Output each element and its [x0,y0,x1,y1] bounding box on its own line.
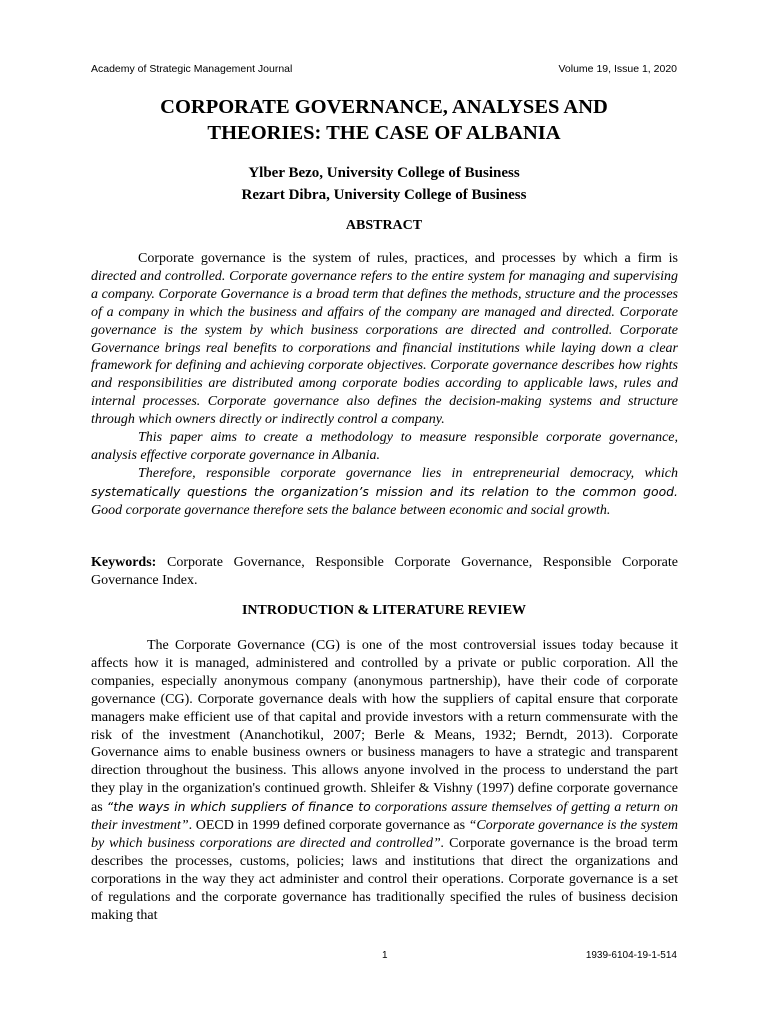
article-id: 1939-6104-19-1-514 [585,950,677,961]
abstract-conclusion-a: Therefore, responsible corporate governance lies in entrepreneurial democracy, which [138,465,678,481]
abstract-heading: ABSTRACT [345,218,423,233]
abstract-lead: Corporate governance is the system of rules, practices, and processes by which a firm is [138,251,678,266]
intro-paragraph [91,637,678,925]
keywords-text: Corporate Governance, Responsible Corporate Governance, Responsible Corporate Governance Index. [91,555,678,588]
intro-quote2: “Corporate governance is the system by which business corporations are directed and controlled”. [91,818,678,851]
abstract-body [91,250,678,520]
intro-heading: INTRODUCTION & LITERATURE REVIEW [241,603,527,618]
intro-quote1-sans: “the ways in which suppliers of finance to [106,799,371,815]
title-line-2: THEORIES: THE CASE OF ALBANIA [207,122,561,144]
title-line-1: CORPORATE GOVERNANCE, ANALYSES AND [160,96,608,118]
author-1: Ylber Bezo, University College of Business [248,165,520,181]
abstract-paragraph-2 [91,429,678,465]
paper-title [60,94,708,146]
abstract-italic: directed and controlled. Corporate governance refers to the entire system for managing and supervising a company. Corporate Governance is a broad term that defines the methods, structure and the processes of a company in which the business and affairs of the company are managed and directed. Corporate governance is the system by which business corporations are directed and controlled. Corporate Governance brings real benefits to corporations and financial institutions while laying down a clear framework for defining and achieving corporate objectives. Corporate governance describes how rights and responsibilities are distributed among corporate bodies according to applicable laws, rules and internal processes. Corporate governance also defines the decision-making systems and structure through which owners directly or indirectly control a company. [91,268,678,428]
keywords-paragraph [91,554,678,590]
keywords [91,554,678,590]
page-number: 1 [382,950,388,961]
intro-text-c: Corporate governance is the broad term describes the processes, customs, policies; laws and institutions that direct the organizations and corporations in the way they act administer and control their operations. Corporate governance is a set of regulations and the corporate governance has traditionally specified the rules of business decision making that [91,835,678,923]
intro-text-a: The Corporate Governance (CG) is one of the most controversial issues today because it affects how it is managed, administered and controlled by a private or public corporation. All the companies, especially anonymous company (anonymous partnership), have their code of corporate governance (CG). Corporate governance deals with how the suppliers of capital ensure that corporate managers make efficient use of that capital and provide investors with a return commensurate with the risk of the investment (Ananchotikul, 2007; Berle & Means, 1932; Berndt, 2013). Corporate Governance aims to enable business owners or business managers to have a strategic and transparent direction throughout the business. This allows anyone involved in the process to understand the part they play in the organization's continued growth. Shleifer & Vishny (1997) define corporate governance as [91,638,678,816]
journal-name: Academy of Strategic Management Journal [91,63,293,75]
keywords-label: Keywords: [91,555,157,570]
abstract-conclusion-b: Good corporate governance therefore sets the balance between economic and social growth. [91,502,611,518]
intro-body [91,637,678,925]
abstract-paragraph-1 [91,250,678,429]
intro-quote1-rest: corporations assure themselves of getting a return on their investment” [91,800,678,834]
author-list [60,162,708,206]
abstract-aim: This paper aims to create a methodology to measure responsible corporate governance, analysis effective corporate governance in Albania. [91,430,678,463]
abstract-conclusion-sans: systematically questions the organization’s mission and its relation to the common good. [91,483,678,499]
intro-text-b: . OECD in 1999 defined corporate governance as [188,818,469,834]
volume-issue: Volume 19, Issue 1, 2020 [558,63,677,75]
abstract-paragraph-3 [91,465,678,520]
author-2: Rezart Dibra, University College of Business [241,187,527,203]
